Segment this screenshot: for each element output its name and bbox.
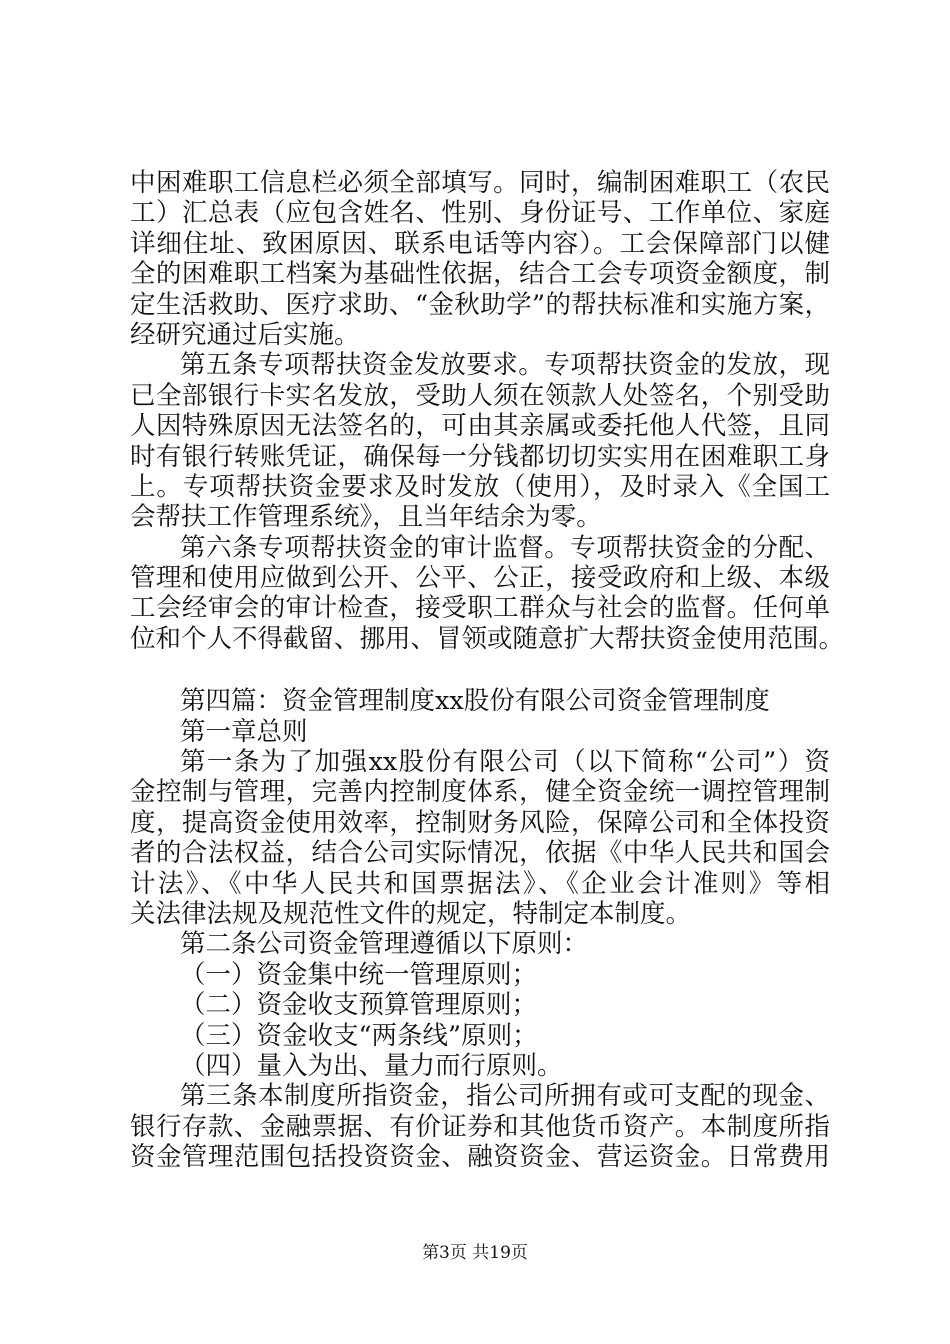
- paragraph: [130, 168, 830, 350]
- text-line: （一）资金集中统一管理原则；: [180, 959, 538, 990]
- section-heading: [130, 686, 830, 716]
- text-line: 度，提高资金使用效率，控制财务风险，保障公司和全体投资: [130, 807, 830, 838]
- list-item: [130, 1021, 830, 1051]
- text-line: 第二条公司资金管理遵循以下原则：: [180, 929, 589, 960]
- paragraph: [130, 532, 845, 655]
- document-body: [130, 168, 845, 1173]
- text-line: 经研究通过后实施。: [130, 319, 360, 350]
- text-line: 定生活救助、医疗求助、“金秋助学”的帮扶标准和实施方案，: [130, 289, 830, 320]
- text-line: 金控制与管理，完善内控制度体系，健全资金统一调控管理制: [130, 777, 830, 808]
- text-line: 中困难职工信息栏必须全部填写。同时，编制困难职工（农民: [130, 168, 830, 198]
- paragraph: [130, 1081, 830, 1172]
- text-line: 位和个人不得截留、挪用、冒领或随意扩大帮扶资金使用范围。: [130, 623, 845, 654]
- list-item: [130, 990, 830, 1020]
- text-line: （四）量入为出、量力而行原则。: [180, 1050, 563, 1081]
- text-line: 全的困难职工档案为基础性依据，结合工会专项资金额度，制: [130, 259, 830, 290]
- text-line: 时有银行转账凭证，确保每一分钱都切切实实用在困难职工身: [130, 441, 830, 472]
- text-line: 关法律法规及规范性文件的规定，特制定本制度。: [130, 898, 692, 929]
- text-line: 会帮扶工作管理系统》，且当年结余为零。: [130, 502, 602, 533]
- text-line: （二）资金收支预算管理原则；: [180, 990, 538, 1021]
- text-line: 资金管理范围包括投资资金、融资资金、营运资金。日常费用: [130, 1142, 830, 1173]
- text-line: 第一条为了加强xx股份有限公司（以下简称“公司”）资: [180, 747, 830, 778]
- section-title: 第四篇：资金管理制度xx股份有限公司资金管理制度: [180, 686, 770, 717]
- paragraph: [130, 350, 830, 532]
- text-line: 上。专项帮扶资金要求及时发放（使用），及时录入《全国工: [130, 471, 830, 502]
- text-line: 第三条本制度所指资金，指公司所拥有或可支配的现金、: [180, 1081, 830, 1112]
- chapter-heading: [130, 717, 830, 747]
- chapter-title: 第一章总则: [180, 716, 308, 747]
- text-line: 第五条专项帮扶资金发放要求。专项帮扶资金的发放，现: [180, 350, 830, 381]
- page-number: 第3页 共19页: [422, 1243, 528, 1263]
- text-line: 管理和使用应做到公开、公平、公正，接受政府和上级、本级: [130, 563, 830, 594]
- list-item: [130, 960, 830, 990]
- text-line: 工会经审会的审计检查，接受职工群众与社会的监督。任何单: [130, 593, 830, 624]
- page-footer: [0, 1238, 950, 1263]
- text-line: 详细住址、致困原因、联系电话等内容）。工会保障部门以健: [130, 228, 830, 259]
- text-line: 银行存款、金融票据、有价证券和其他货币资产。本制度所指: [130, 1111, 830, 1142]
- text-line: 人因特殊原因无法签名的，可由其亲属或委托他人代签，且同: [130, 411, 830, 442]
- list-item: [130, 1051, 830, 1081]
- text-line: 工）汇总表（应包含姓名、性别、身份证号、工作单位、家庭: [130, 198, 830, 229]
- text-line: 者的合法权益，结合公司实际情况，依据《中华人民共和国会: [130, 838, 830, 869]
- text-line: 第六条专项帮扶资金的审计监督。专项帮扶资金的分配、: [180, 532, 830, 563]
- paragraph: [130, 747, 830, 929]
- paragraph: [130, 929, 830, 959]
- section-gap: [130, 654, 830, 686]
- text-line: （三）资金收支“两条线”原则；: [180, 1020, 538, 1051]
- text-line: 计法》、《中华人民共和国票据法》、《企业会计准则》等相: [130, 868, 830, 899]
- text-line: 已全部银行卡实名发放，受助人须在领款人处签名，个别受助: [130, 380, 830, 411]
